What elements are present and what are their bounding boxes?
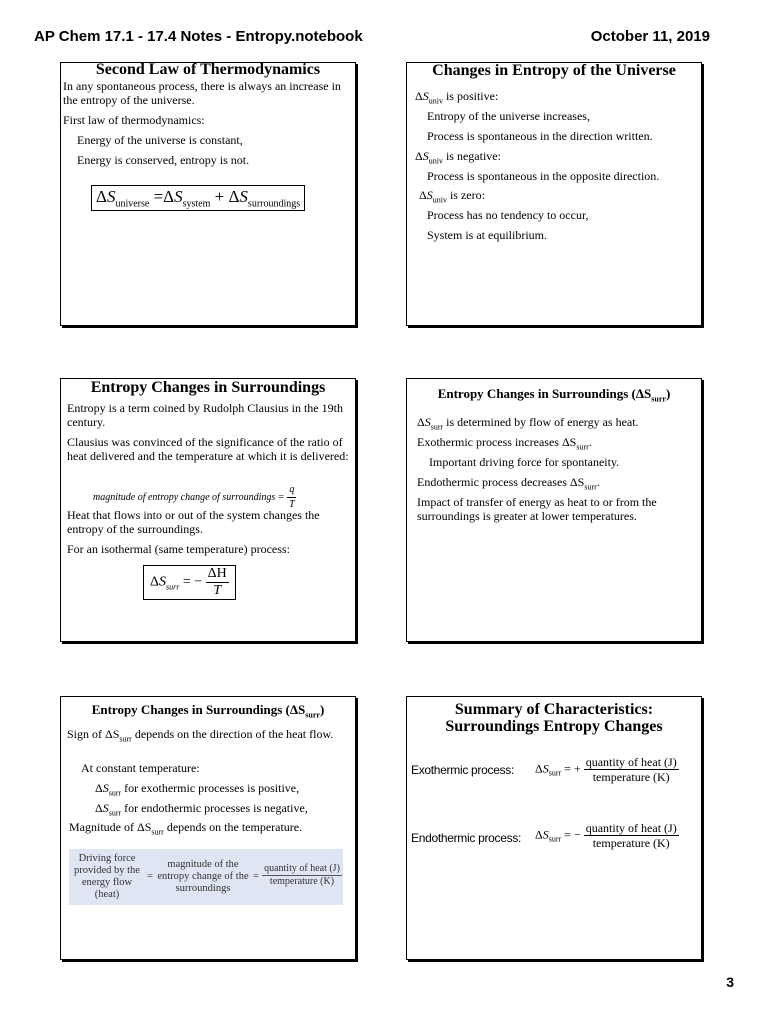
bullet: Entropy of the universe increases, bbox=[427, 109, 590, 123]
slide-title: Second Law of Thermodynamics bbox=[95, 61, 321, 78]
bullet: Sign of $\Delta S_{surr}$ depends on the direction of the heat flow. bbox=[67, 727, 334, 744]
slide-title: Entropy Changes in Surroundings $(\Delta S_{surr})$ bbox=[437, 386, 671, 404]
paragraph: First law of thermodynamics: bbox=[63, 113, 205, 127]
slide-surroundings-entropy bbox=[60, 378, 356, 642]
slide-title: Summary of Characteristics: Surroundings Entropy Changes bbox=[445, 701, 663, 735]
bullet: $\Delta S_{surr}$ is determined by flow of energy as heat. bbox=[417, 415, 639, 432]
isothermal-equation: $\Delta S_{surr}$ = − $\frac{\Delta H}{T}$ bbox=[143, 565, 236, 600]
paragraph: Entropy is a term coined by Rudolph Clausius in the 19th century. bbox=[67, 401, 343, 429]
bullet: $\Delta S_{univ}$ is positive: bbox=[415, 89, 499, 106]
paragraph: Heat that flows into or out of the system changes the entropy of the surroundings. bbox=[67, 508, 320, 536]
bullet: Important driving force for spontaneity. bbox=[429, 455, 620, 469]
bullet: Magnitude of $\Delta S_{surr}$ depends on the temperature. bbox=[69, 820, 303, 837]
slide-title: Changes in Entropy of the Universe bbox=[432, 62, 676, 79]
paragraph: Clausius was convinced of the significance of the ratio of heat delivered and the temperature at which it is delivered: bbox=[67, 435, 349, 463]
bullet: At constant temperature: bbox=[81, 761, 200, 775]
paragraph: Energy of the universe is constant, bbox=[77, 133, 243, 147]
exothermic-label: Exothermic process: bbox=[411, 763, 515, 777]
slide-title: Entropy Changes in Surroundings bbox=[90, 379, 326, 396]
second-law-equation: $\Delta S_{universe} =\Delta S_{system} + \Delta S_{surroundings}$ bbox=[91, 185, 305, 211]
bullet: Process is spontaneous in the opposite direction. bbox=[427, 169, 660, 183]
slide-surroundings-sign bbox=[60, 696, 356, 960]
bullet: Endothermic process decreases $\Delta S_{surr}$. bbox=[417, 475, 600, 492]
slide-title: Entropy Changes in Surroundings $(\Delta S_{surr})$ bbox=[91, 702, 325, 720]
bullet: Process is spontaneous in the direction written. bbox=[427, 129, 653, 143]
exothermic-equation: $\Delta S_{surr}$ = + $\frac{\text{quantity of heat (J)}}{\text{temperature (K)}}$ bbox=[535, 755, 677, 784]
bullet: $\Delta S_{univ}$ is negative: bbox=[415, 149, 501, 166]
bullet: $\Delta S_{univ}$ is zero: bbox=[419, 188, 485, 205]
bullet: Impact of transfer of energy as heat to or from the surroundings is greater at lower temperatures. bbox=[417, 495, 657, 523]
bullet: $\Delta S_{surr}$ for endothermic processes is negative, bbox=[95, 801, 308, 818]
notebook-title: AP Chem 17.1 - 17.4 Notes - Entropy.notebook bbox=[34, 28, 363, 45]
endothermic-label: Endothermic process: bbox=[411, 831, 522, 845]
paragraph: Energy is conserved, entropy is not. bbox=[77, 153, 250, 167]
bullet: Process has no tendency to occur, bbox=[427, 208, 589, 222]
paragraph: In any spontaneous process, there is always an increase in the entropy of the universe. bbox=[63, 79, 341, 107]
bullet: Exothermic process increases $\Delta S_{surr}$. bbox=[417, 435, 592, 452]
slide-surroundings-entropy-ds bbox=[406, 378, 702, 642]
slide-summary bbox=[406, 696, 702, 960]
driving-force-box: Driving force provided by the energy flow (heat) = magnitude of the entropy change of the surroundings = $\frac{\text{quantity of heat (J)}}{\text{temperature (K)}}$ bbox=[69, 849, 343, 905]
bullet: $\Delta S_{surr}$ for exothermic processes is positive, bbox=[95, 781, 300, 798]
page-number: 3 bbox=[726, 974, 734, 990]
bullet: System is at equilibrium. bbox=[427, 228, 547, 242]
slide-second-law bbox=[60, 62, 356, 326]
slide-universe-entropy bbox=[406, 62, 702, 326]
notebook-date: October 11, 2019 bbox=[590, 28, 710, 45]
paragraph: For an isothermal (same temperature) process: bbox=[67, 542, 290, 556]
endothermic-equation: $\Delta S_{surr}$ = − $\frac{\text{quantity of heat (J)}}{\text{temperature (K)}}$ bbox=[535, 821, 677, 850]
clausius-formula: magnitude of entropy change of surroundings = $\frac{q}{T}$ bbox=[93, 484, 295, 510]
